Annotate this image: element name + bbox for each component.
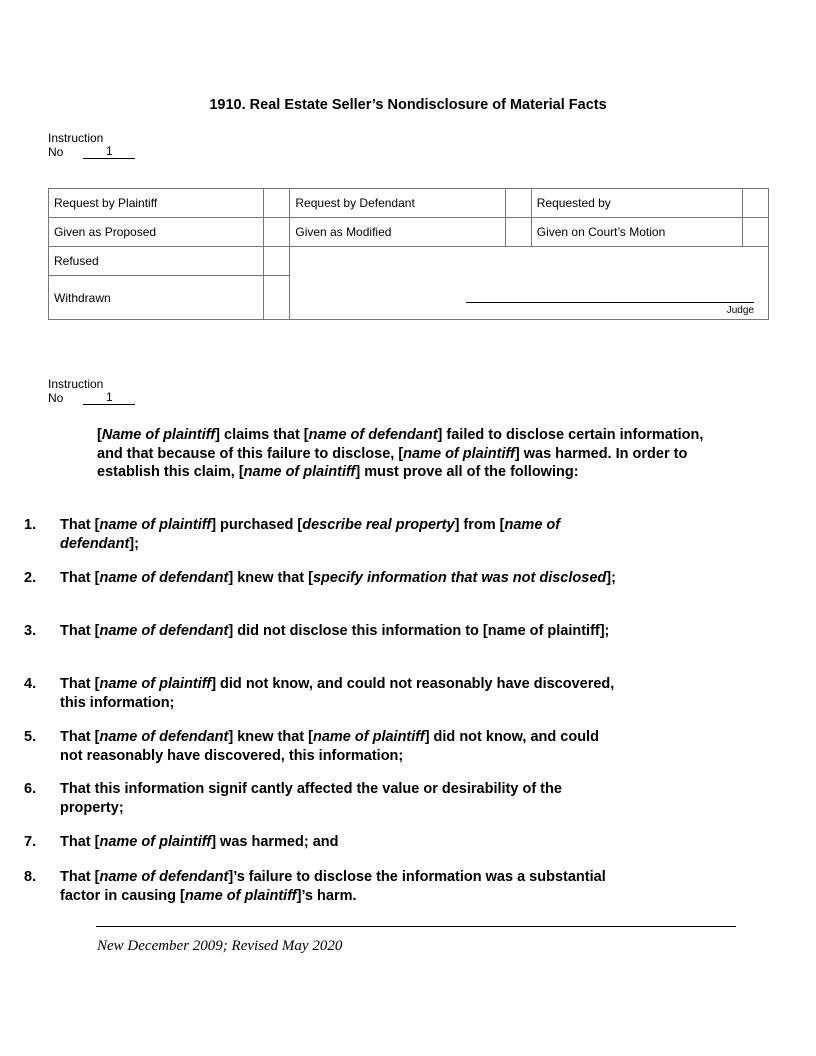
- request-by-plaintiff-label: Request by Plaintiff: [49, 189, 264, 218]
- element-2: 2. That [name of defendant] knew that [specify information that was not disclosed];: [24, 570, 616, 586]
- given-on-courts-motion-label: Given on Court’s Motion: [531, 218, 742, 247]
- given-as-proposed-checkbox[interactable]: [264, 218, 290, 247]
- request-table: [48, 188, 769, 320]
- footer-divider: [96, 926, 736, 927]
- given-as-modified-checkbox[interactable]: [505, 218, 531, 247]
- element-1: 1. That [name of plaintiff] purchased [describe real property] from [name of defendant];: [24, 517, 561, 552]
- document-title: 1910. Real Estate Seller’s Nondisclosure of Material Facts: [209, 97, 607, 113]
- withdrawn-label: Withdrawn: [49, 276, 264, 320]
- element-6: 6. That this information signif cantly affected the value or desirability of the property;: [24, 781, 562, 816]
- instruction-number-field[interactable]: 1: [83, 145, 135, 159]
- judge-signature-line: [466, 302, 754, 303]
- revision-history: New December 2009; Revised May 2020: [97, 938, 343, 954]
- request-by-plaintiff-checkbox[interactable]: [264, 189, 290, 218]
- withdrawn-checkbox[interactable]: [264, 276, 290, 320]
- instruction-block-bottom: [48, 377, 135, 405]
- request-by-defendant-checkbox[interactable]: [505, 189, 531, 218]
- given-as-proposed-label: Given as Proposed: [49, 218, 264, 247]
- given-as-modified-label: Given as Modified: [290, 218, 505, 247]
- judge-signature-area[interactable]: [290, 247, 769, 320]
- no-label: No: [48, 145, 64, 159]
- refused-label: Refused: [49, 247, 264, 276]
- instruction-number-field[interactable]: 1: [83, 391, 135, 405]
- judge-label: Judge: [726, 305, 754, 316]
- given-on-courts-motion-checkbox[interactable]: [742, 218, 768, 247]
- element-5: 5. That [name of defendant] knew that [name of plaintiff] did not know, and could not reasonably have discovered, this information;: [24, 729, 599, 764]
- element-3: 3. That [name of defendant] did not disclose this information to [name of plaintiff];: [24, 623, 610, 639]
- refused-checkbox[interactable]: [264, 247, 290, 276]
- request-by-defendant-label: Request by Defendant: [290, 189, 505, 218]
- element-8: 8. That [name of defendant]’s failure to disclose the information was a substantial factor in causing [name of plaintiff]’s harm.: [24, 869, 606, 904]
- instruction-label: Instruction: [48, 131, 104, 145]
- no-label: No: [48, 391, 64, 405]
- element-4: 4. That [name of plaintiff] did not know, and could not reasonably have discovered, this information;: [24, 676, 615, 711]
- element-7: 7. That [name of plaintiff] was harmed; and: [24, 834, 339, 850]
- requested-by-label: Requested by: [531, 189, 742, 218]
- requested-by-checkbox[interactable]: [742, 189, 768, 218]
- instruction-intro-paragraph: [Name of plaintiff] claims that [name of defendant] failed to disclose certain information, and that because of this failure to disclose, [name of plaintiff] was harmed. In order to establish this claim, [name of plaintiff] must prove all of the following:: [97, 427, 704, 480]
- instruction-block-top: [48, 131, 135, 159]
- instruction-label: Instruction: [48, 377, 104, 391]
